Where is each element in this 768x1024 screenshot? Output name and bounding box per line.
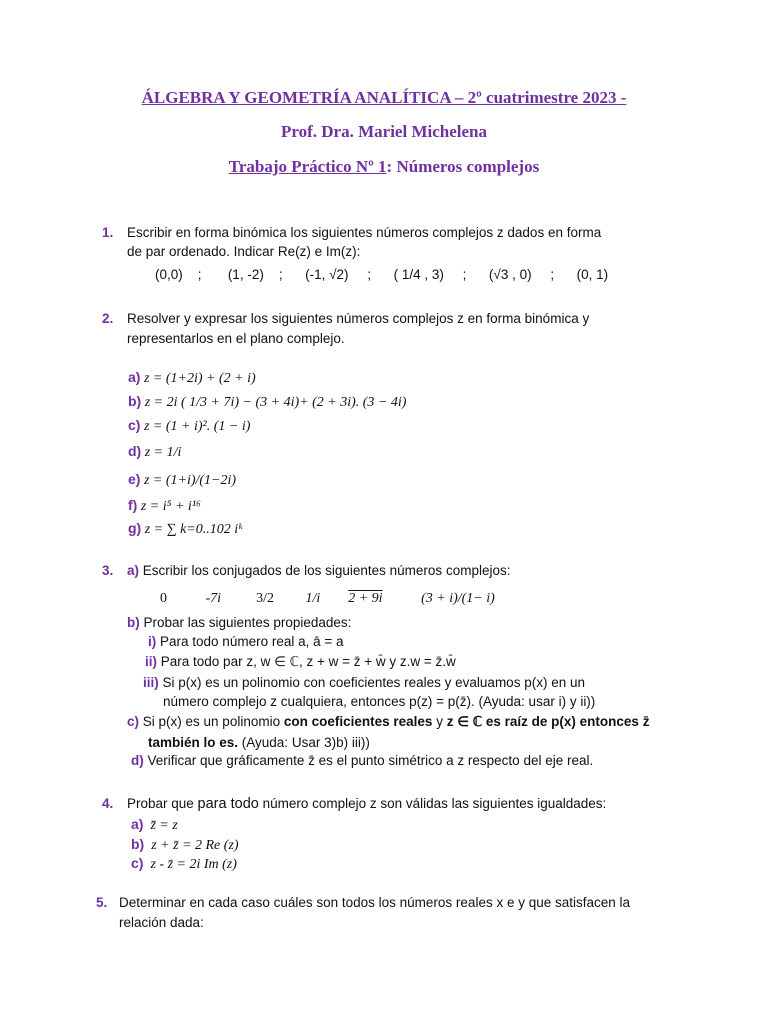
exercise-2-item-d: d) z = 1/i [128, 443, 182, 460]
exercise-2-number: 2. [102, 311, 114, 326]
exercise-4-number: 4. [102, 796, 114, 811]
exercise-3-b-ii: ii) Para todo par z, w ∈ ℂ, z + w = z̄ + w̄ y z.w = z̄.w̄ [145, 654, 456, 669]
exercise-1-line1: Escribir en forma binómica los siguientes números complejos z dados en forma [127, 225, 602, 240]
exercise-3-b: b) Probar las siguientes propiedades: [127, 615, 352, 630]
exercise-1-pairs: (0,0) ; (1, -2) ; (-1, √2) ; ( 1/4 , 3) ; (√3 , 0) ; (0, 1) [155, 267, 609, 282]
exercise-4-item-b: b) z + z̄ = 2 Re (z) [131, 836, 239, 853]
exercise-3-d: d) Verificar que gráficamente z̄ es el punto simétrico a z respecto del eje real. [131, 753, 594, 768]
exercise-1-line2: de par ordenado. Indicar Re(z) e Im(z): [127, 244, 361, 259]
exercise-2-item-f: f) z = i⁵ + i¹⁶ [128, 497, 201, 514]
exercise-2-line2: representarlos en el plano complejo. [127, 331, 345, 346]
exercise-5-number: 5. [96, 895, 108, 910]
exercise-3-c-line1: c) Si p(x) es un polinomio con coeficientes reales y z ∈ ℂ es raíz de p(x) entonces z̄ [127, 714, 650, 729]
exercise-3-b-iii-line1: iii) Si p(x) es un polinomio con coeficientes reales y evaluamos p(x) en un [143, 675, 585, 690]
exercise-3-b-i: i) Para todo número real a, ā = a [148, 634, 344, 649]
exercise-3-conjugates: 0 -7i 3/2 1/i 2 + 9i (3 + i)/(1− i) [160, 591, 495, 606]
exercise-4-item-a: a) z̄̄ = z [131, 816, 178, 833]
exercise-1-number: 1. [102, 225, 114, 240]
exercise-2-item-g: g) z = ∑ k=0..102 iᵏ [128, 520, 243, 537]
exercise-3-number: 3. [102, 563, 114, 578]
professor-name: Prof. Dra. Mariel Michelena [281, 122, 487, 141]
exercise-3-a: a) Escribir los conjugados de los siguientes números complejos: [127, 563, 511, 578]
exercise-4-line1: Probar que para todo número complejo z son válidas las siguientes igualdades: [127, 796, 607, 812]
exercise-4-item-c: c) z - z̄ = 2i Im (z) [131, 855, 237, 872]
practical-title: Trabajo Práctico Nº 1: Números complejos [228, 157, 540, 176]
exercise-5-line2: relación dada: [119, 915, 204, 930]
exercise-2-item-b: b) z = 2i ( 1/3 + 7i) − (3 + 4i)+ (2 + 3i). (3 − 4i) [128, 393, 407, 410]
exercise-3-b-iii-line2: número complejo z cualquiera, entonces p(z) = p(z̄). (Ayuda: usar i) y ii)) [163, 694, 596, 709]
exercise-2-item-a: a) z = (1+2i) + (2 + i) [128, 369, 256, 386]
exercise-3-c-line2: también lo es. (Ayuda: Usar 3)b) iii)) [148, 735, 370, 750]
exercise-2-item-c: c) z = (1 + i)². (1 − i) [128, 417, 251, 434]
exercise-2-line1: Resolver y expresar los siguientes números complejos z en forma binómica y [127, 311, 590, 326]
exercise-2-item-e: e) z = (1+i)/(1−2i) [128, 471, 237, 488]
exercise-5-line1: Determinar en cada caso cuáles son todos los números reales x e y que satisfacen la [119, 895, 631, 910]
course-title: ÁLGEBRA Y GEOMETRÍA ANALÍTICA – 2º cuatrimestre 2023 - [141, 88, 627, 107]
